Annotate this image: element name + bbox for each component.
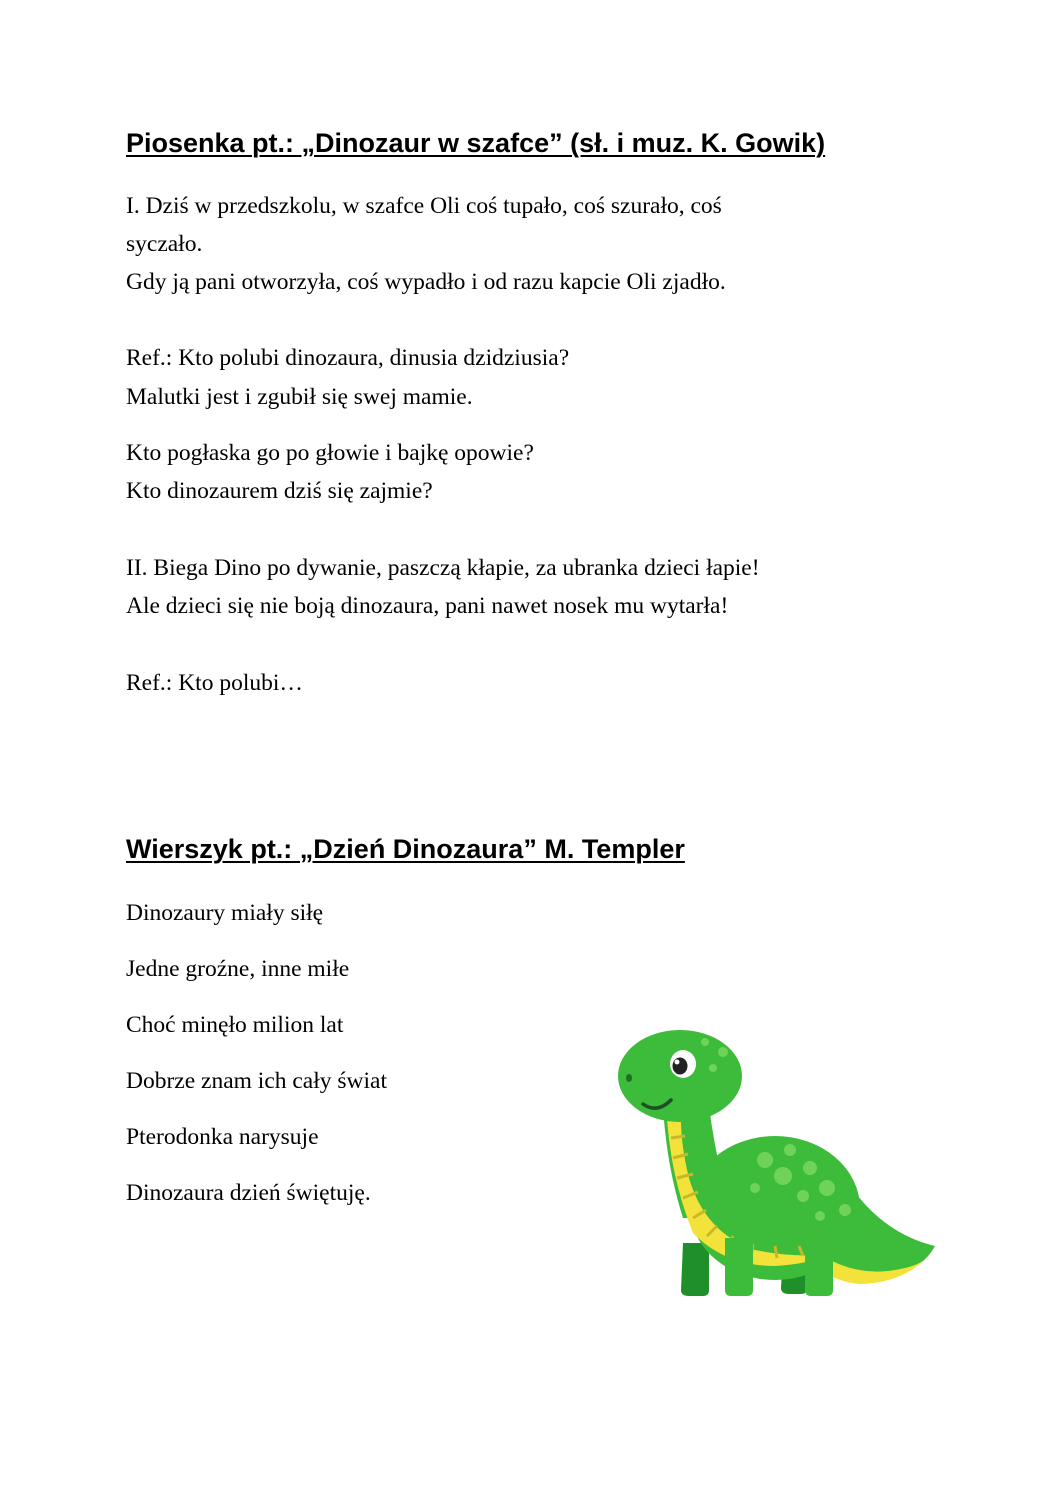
song-line: I. Dziś w przedszkolu, w szafce Oli coś tupało, coś szurało, coś — [126, 193, 722, 219]
song-line: II. Biega Dino po dywanie, paszczą kłapie, za ubranka dzieci łapie! — [126, 555, 760, 581]
song-line: Ref.: Kto polubi dinozaura, dinusia dzidziusia? — [126, 345, 570, 371]
dinosaur-illustration — [605, 1028, 935, 1300]
poem-line: Dobrze znam ich cały świat — [126, 1068, 388, 1094]
song-line: Gdy ją pani otworzyła, coś wypadło i od razu kapcie Oli zjadło. — [126, 269, 726, 295]
song-line: Kto dinozaurem dziś się zajmie? — [126, 478, 433, 504]
poem-title: Wierszyk pt.: „Dzień Dinozaura” M. Templer — [126, 834, 685, 864]
song-title: Piosenka pt.: „Dinozaur w szafce” (sł. i muz. K. Gowik) — [126, 128, 826, 158]
poem-line: Dinozaury miały siłę — [126, 900, 324, 926]
poem-line: Dinozaura dzień świętuję. — [126, 1180, 371, 1206]
song-line: Kto pogłaska go po głowie i bajkę opowie? — [126, 440, 534, 466]
song-line: syczało. — [126, 231, 203, 257]
song-line: Malutki jest i zgubił się swej mamie. — [126, 384, 473, 410]
poem-line: Choć minęło milion lat — [126, 1012, 344, 1038]
poem-line: Jedne groźne, inne miłe — [126, 956, 350, 982]
song-line: Ref.: Kto polubi… — [126, 670, 303, 696]
song-line: Ale dzieci się nie boją dinozaura, pani nawet nosek mu wytarła! — [126, 593, 729, 619]
poem-line: Pterodonka narysuje — [126, 1124, 319, 1150]
